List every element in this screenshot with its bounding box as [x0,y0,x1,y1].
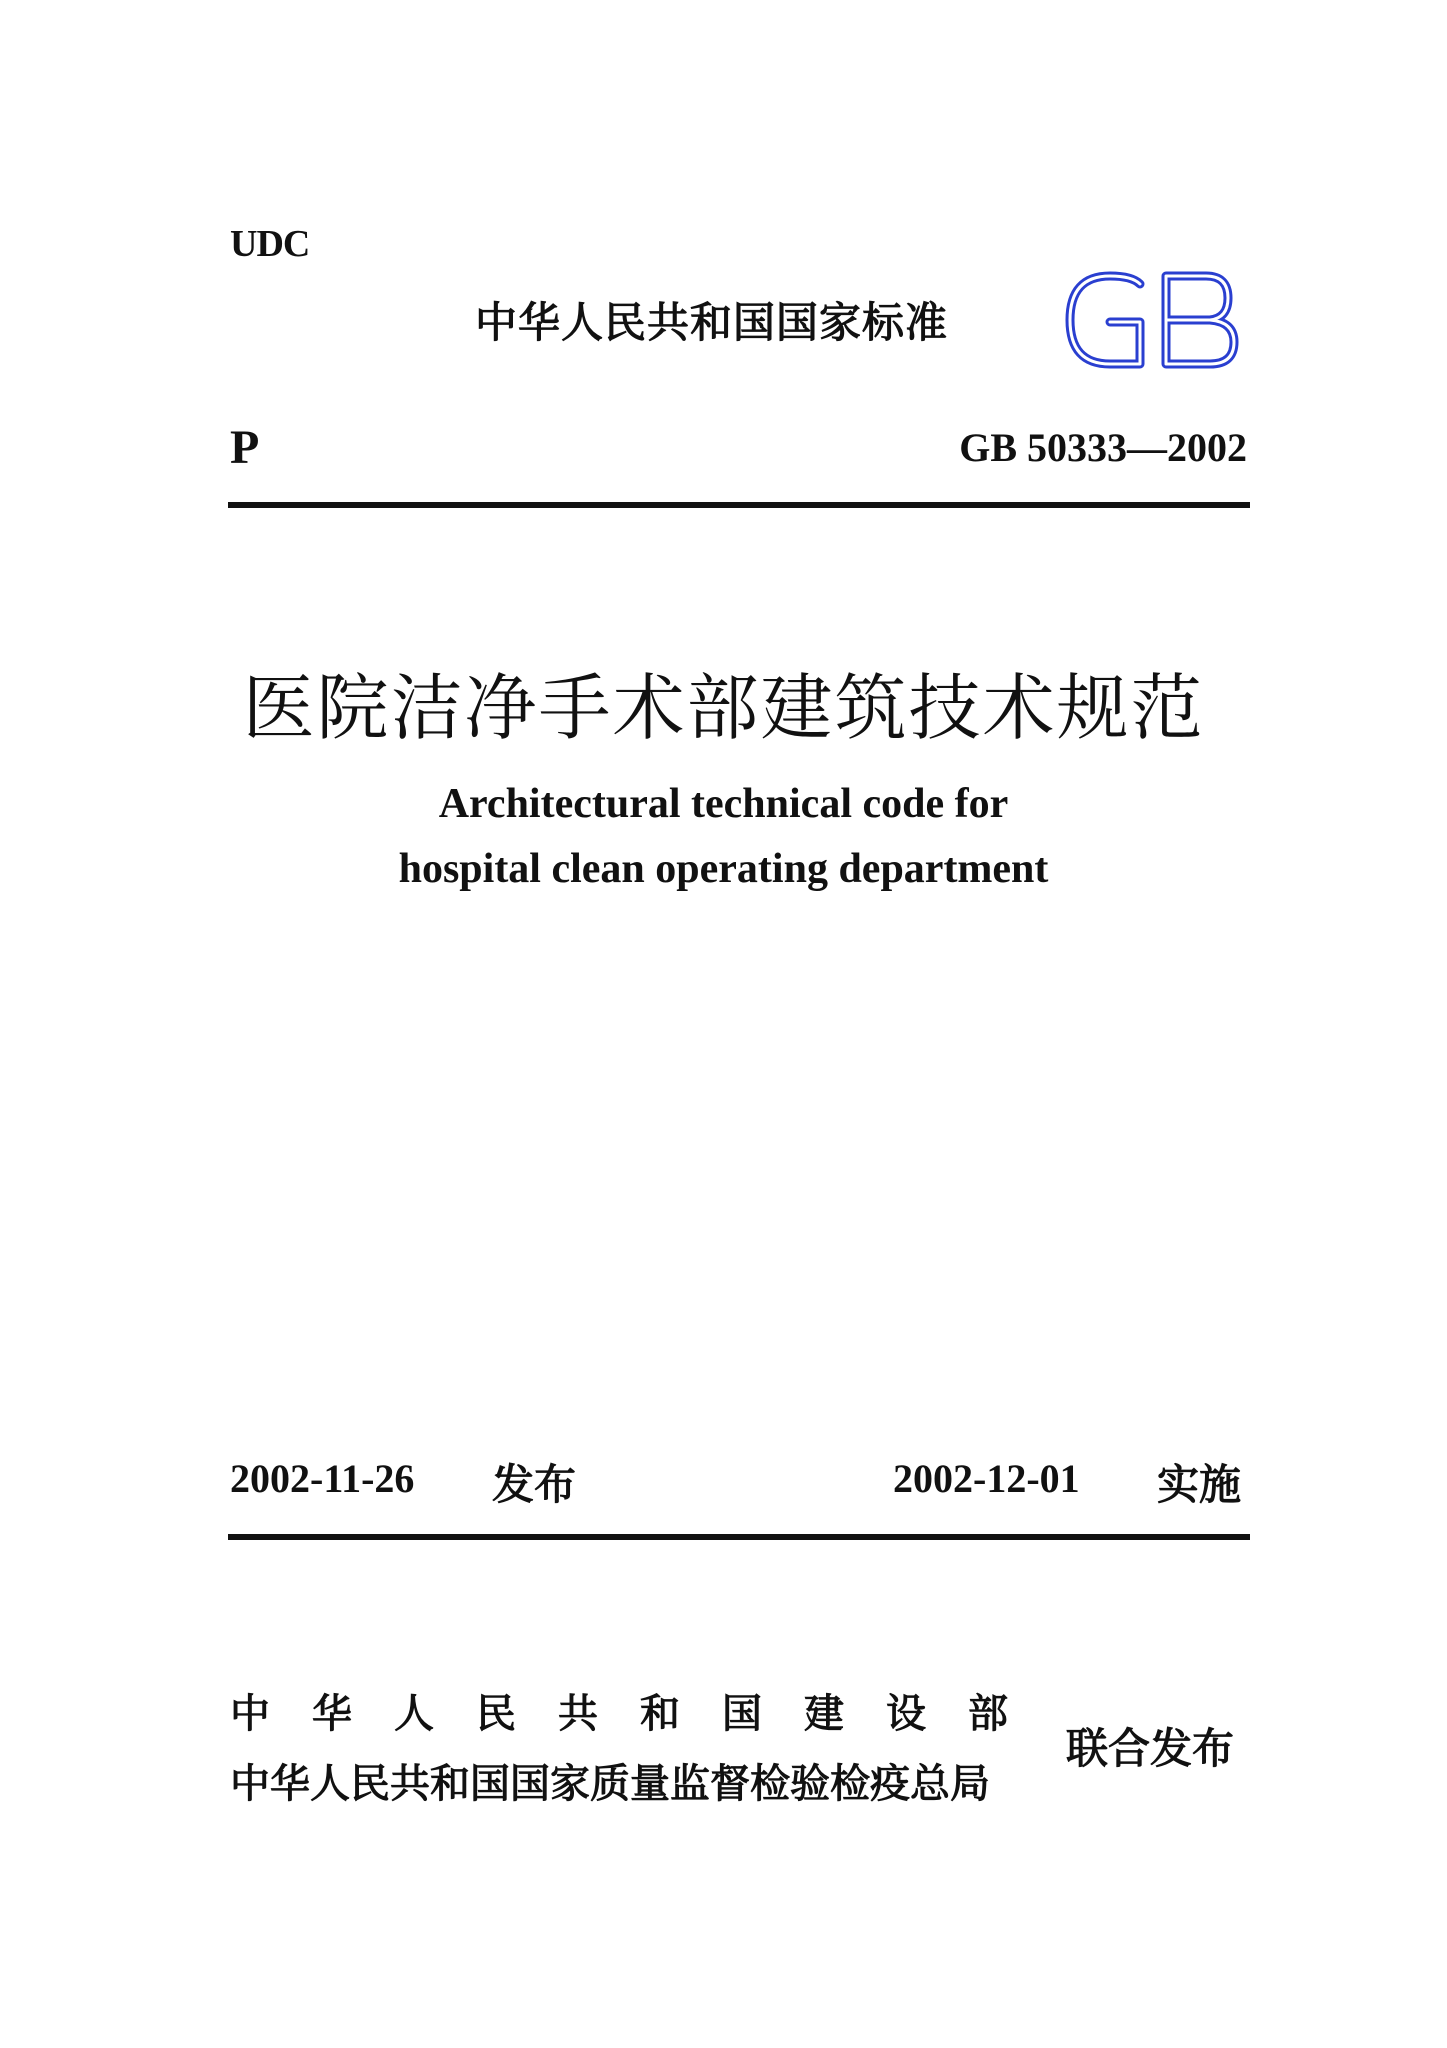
category-code: P [230,421,260,474]
joint-publish-label: 联合发布 [1066,1724,1235,1773]
standard-number: GB 50333—2002 [959,425,1247,470]
title-english-line2: hospital clean operating department [398,846,1049,892]
publisher-aqsiq: 中华人民共和国国家质量监督检验检疫总局 [230,1761,990,1807]
issue-date: 2002-11-26 [230,1456,415,1501]
title-english-line1: Architectural technical code for [438,781,1009,827]
title-chinese: 医院洁净手术部建筑技术规范 [242,666,1205,750]
gb-logo [1062,270,1240,370]
effective-date: 2002-12-01 [893,1456,1080,1501]
publisher-ministry: 中华人民共和国建设部 [230,1691,1050,1737]
national-standard-heading: 中华人民共和国国家标准 [475,298,949,347]
top-divider [228,502,1250,508]
bottom-divider [228,1534,1250,1540]
issue-label: 发布 [492,1460,577,1509]
effective-label: 实施 [1157,1460,1242,1509]
udc-label: UDC [230,223,310,265]
gb-logo-text: GB [1062,270,1064,271]
